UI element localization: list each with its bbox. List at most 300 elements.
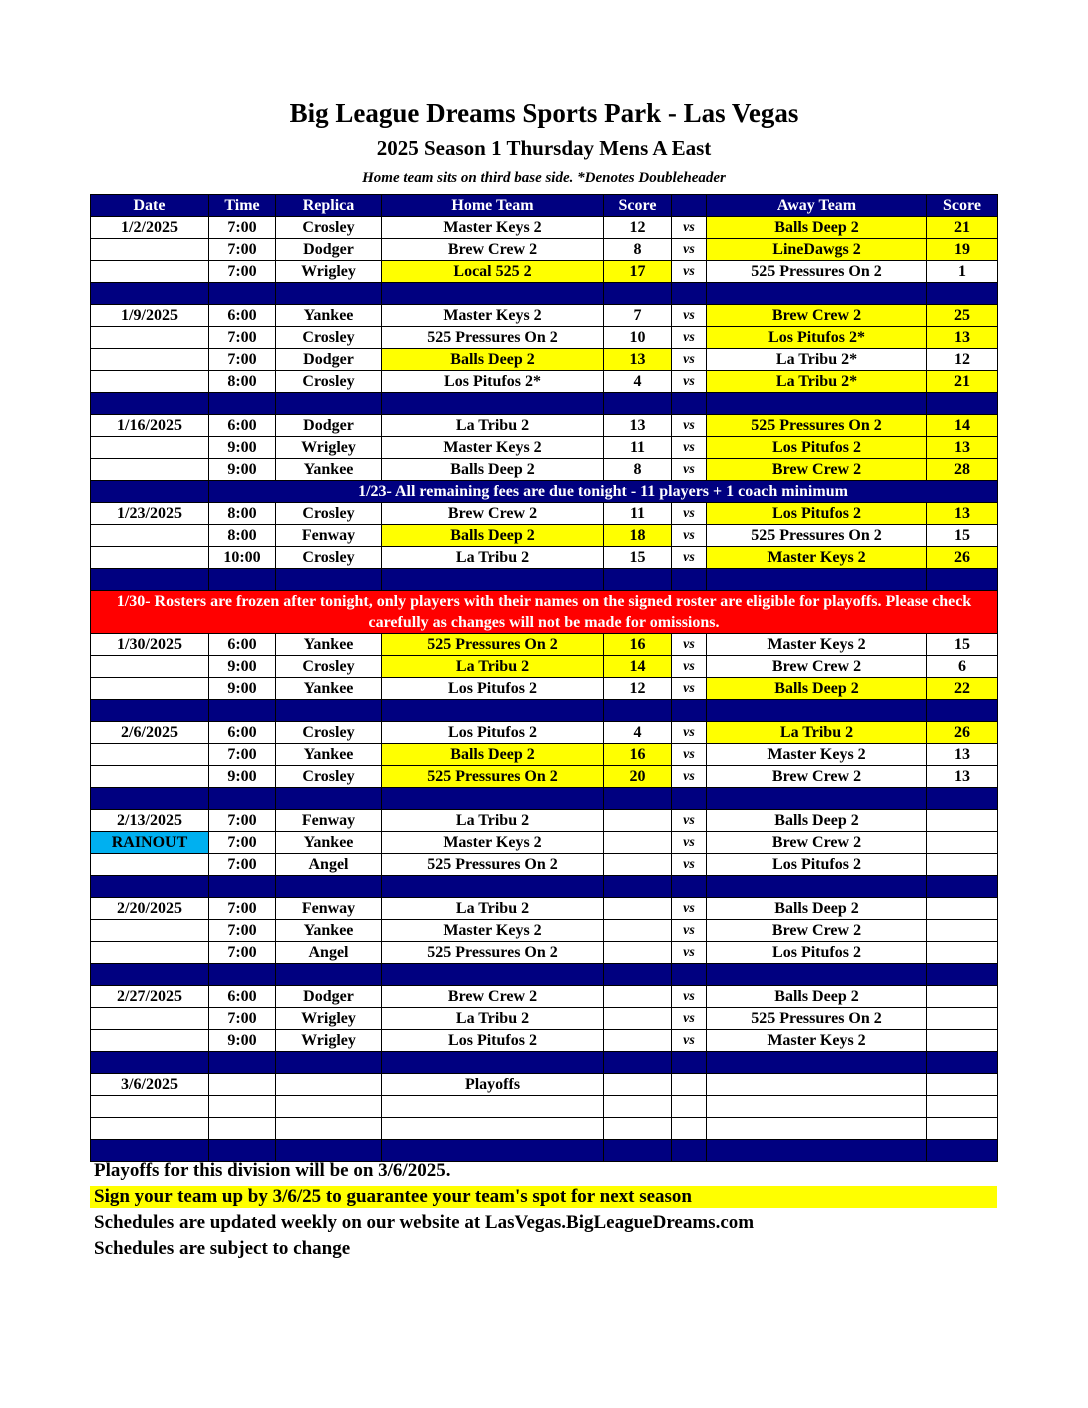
vs-cell: vs <box>672 349 707 371</box>
col-header-replica: Replica <box>276 195 382 217</box>
separator-cell <box>927 393 998 415</box>
time-cell: 9:00 <box>209 678 276 700</box>
date-cell <box>91 327 209 349</box>
game-row <box>91 656 998 678</box>
date-cell <box>91 854 209 876</box>
vs-cell: vs <box>672 1008 707 1030</box>
announcement-text: 1/23- All remaining fees are due tonight - 11 players + 1 coach minimum <box>209 481 998 503</box>
home-score-cell <box>604 898 672 920</box>
date-cell: 1/9/2025 <box>91 305 209 327</box>
away-team-cell: Brew Crew 2 <box>707 656 927 678</box>
separator-cell <box>707 700 927 722</box>
separator-cell <box>604 1052 672 1074</box>
home-team-cell: 525 Pressures On 2 <box>382 766 604 788</box>
away-team-cell: Los Pitufos 2* <box>707 327 927 349</box>
field-cell: Dodger <box>276 986 382 1008</box>
separator-cell <box>927 788 998 810</box>
home-team-cell <box>382 1118 604 1140</box>
game-row <box>91 305 998 327</box>
game-row <box>91 1074 998 1096</box>
time-cell: 9:00 <box>209 437 276 459</box>
separator-cell <box>382 1052 604 1074</box>
separator-cell <box>91 1052 209 1074</box>
away-score-cell: 21 <box>927 217 998 239</box>
separator-cell <box>707 393 927 415</box>
schedule-table <box>90 194 998 1162</box>
field-cell: Wrigley <box>276 437 382 459</box>
home-team-cell: Master Keys 2 <box>382 217 604 239</box>
vs-cell: vs <box>672 503 707 525</box>
vs-cell <box>672 1074 707 1096</box>
separator-cell <box>276 700 382 722</box>
separator-cell <box>209 876 276 898</box>
vs-cell: vs <box>672 327 707 349</box>
time-cell <box>209 1074 276 1096</box>
home-score-cell <box>604 1118 672 1140</box>
separator-cell <box>604 700 672 722</box>
game-row <box>91 942 998 964</box>
time-cell: 6:00 <box>209 415 276 437</box>
time-cell <box>209 1096 276 1118</box>
away-team-cell: Brew Crew 2 <box>707 920 927 942</box>
away-score-cell: 26 <box>927 722 998 744</box>
home-team-cell: 525 Pressures On 2 <box>382 634 604 656</box>
date-cell <box>91 678 209 700</box>
home-team-cell: La Tribu 2 <box>382 415 604 437</box>
vs-cell: vs <box>672 832 707 854</box>
away-score-cell: 21 <box>927 371 998 393</box>
separator-cell <box>672 569 707 591</box>
date-cell <box>91 1008 209 1030</box>
col-header-vs <box>672 195 707 217</box>
field-cell: Yankee <box>276 634 382 656</box>
separator-cell <box>276 788 382 810</box>
game-row <box>91 986 998 1008</box>
vs-cell: vs <box>672 898 707 920</box>
separator-cell <box>927 283 998 305</box>
date-cell <box>91 942 209 964</box>
away-score-cell: 26 <box>927 547 998 569</box>
date-cell <box>91 525 209 547</box>
separator-cell <box>91 569 209 591</box>
game-row <box>91 261 998 283</box>
away-team-cell: 525 Pressures On 2 <box>707 1008 927 1030</box>
date-cell <box>91 437 209 459</box>
home-team-cell: Brew Crew 2 <box>382 239 604 261</box>
time-cell: 6:00 <box>209 634 276 656</box>
game-row <box>91 1118 998 1140</box>
away-score-cell <box>927 898 998 920</box>
col-header-home-score: Score <box>604 195 672 217</box>
time-cell: 9:00 <box>209 656 276 678</box>
time-cell: 7:00 <box>209 1008 276 1030</box>
away-score-cell <box>927 810 998 832</box>
game-row <box>91 832 998 854</box>
field-cell <box>276 1074 382 1096</box>
separator-cell <box>672 393 707 415</box>
vs-cell: vs <box>672 854 707 876</box>
field-cell: Dodger <box>276 239 382 261</box>
away-team-cell: Los Pitufos 2 <box>707 854 927 876</box>
time-cell: 8:00 <box>209 525 276 547</box>
home-team-cell: Brew Crew 2 <box>382 986 604 1008</box>
time-cell: 7:00 <box>209 349 276 371</box>
home-score-cell: 13 <box>604 349 672 371</box>
separator-cell <box>604 569 672 591</box>
away-score-cell <box>927 1030 998 1052</box>
field-cell: Crosley <box>276 722 382 744</box>
separator-cell <box>927 700 998 722</box>
home-team-cell: Brew Crew 2 <box>382 503 604 525</box>
time-cell: 7:00 <box>209 744 276 766</box>
separator-cell <box>91 1140 209 1162</box>
separator-row <box>91 283 998 305</box>
game-row <box>91 898 998 920</box>
field-cell: Fenway <box>276 810 382 832</box>
game-row <box>91 1008 998 1030</box>
separator-cell <box>604 283 672 305</box>
date-cell: 1/2/2025 <box>91 217 209 239</box>
separator-cell <box>209 569 276 591</box>
vs-cell <box>672 1096 707 1118</box>
separator-row <box>91 393 998 415</box>
separator-row <box>91 788 998 810</box>
col-header-time: Time <box>209 195 276 217</box>
home-score-cell: 14 <box>604 656 672 678</box>
game-row <box>91 547 998 569</box>
game-row <box>91 1030 998 1052</box>
game-row <box>91 766 998 788</box>
vs-cell <box>672 1118 707 1140</box>
separator-cell <box>604 1140 672 1162</box>
separator-cell <box>672 1052 707 1074</box>
time-cell: 6:00 <box>209 305 276 327</box>
separator-cell <box>209 788 276 810</box>
time-cell: 8:00 <box>209 371 276 393</box>
separator-cell <box>927 1140 998 1162</box>
separator-cell <box>209 283 276 305</box>
field-cell: Dodger <box>276 415 382 437</box>
away-score-cell <box>927 920 998 942</box>
separator-cell <box>209 964 276 986</box>
separator-cell <box>276 876 382 898</box>
vs-cell: vs <box>672 217 707 239</box>
vs-cell: vs <box>672 744 707 766</box>
date-cell: 1/16/2025 <box>91 415 209 437</box>
home-team-cell: La Tribu 2 <box>382 810 604 832</box>
separator-cell <box>604 788 672 810</box>
separator-cell <box>707 964 927 986</box>
away-team-cell <box>707 1074 927 1096</box>
date-cell <box>91 744 209 766</box>
home-score-cell: 4 <box>604 722 672 744</box>
field-cell: Yankee <box>276 305 382 327</box>
home-score-cell <box>604 1008 672 1030</box>
date-cell <box>91 261 209 283</box>
home-score-cell <box>604 920 672 942</box>
field-cell: Fenway <box>276 898 382 920</box>
home-score-cell <box>604 1030 672 1052</box>
game-row <box>91 349 998 371</box>
separator-cell <box>707 1140 927 1162</box>
home-team-cell: Master Keys 2 <box>382 920 604 942</box>
separator-cell <box>209 1140 276 1162</box>
game-row <box>91 239 998 261</box>
home-team-cell: Los Pitufos 2 <box>382 678 604 700</box>
home-score-cell <box>604 942 672 964</box>
vs-cell: vs <box>672 942 707 964</box>
announcement-text: 1/30- Rosters are frozen after tonight, only players with their names on the signed roster are eligible for playoffs. Please check carefully as changes will not be made for omissions. <box>91 591 998 634</box>
game-row <box>91 854 998 876</box>
away-team-cell: Master Keys 2 <box>707 744 927 766</box>
game-row <box>91 415 998 437</box>
page-title: Big League Dreams Sports Park - Las Vegas <box>289 98 799 128</box>
away-score-cell <box>927 986 998 1008</box>
away-team-cell: La Tribu 2* <box>707 371 927 393</box>
separator-cell <box>672 283 707 305</box>
home-score-cell: 18 <box>604 525 672 547</box>
date-cell <box>91 371 209 393</box>
game-row <box>91 327 998 349</box>
home-team-cell: La Tribu 2 <box>382 1008 604 1030</box>
separator-cell <box>927 876 998 898</box>
home-score-cell <box>604 854 672 876</box>
date-cell <box>91 239 209 261</box>
time-cell: 7:00 <box>209 217 276 239</box>
separator-cell <box>382 788 604 810</box>
announcement-spacer <box>91 481 209 503</box>
separator-cell <box>382 876 604 898</box>
field-cell: Yankee <box>276 678 382 700</box>
vs-cell: vs <box>672 678 707 700</box>
away-team-cell: Los Pitufos 2 <box>707 942 927 964</box>
col-header-away-score: Score <box>927 195 998 217</box>
away-team-cell: Brew Crew 2 <box>707 459 927 481</box>
home-score-cell <box>604 986 672 1008</box>
field-cell: Wrigley <box>276 261 382 283</box>
home-score-cell: 15 <box>604 547 672 569</box>
away-score-cell: 15 <box>927 525 998 547</box>
home-team-cell: 525 Pressures On 2 <box>382 854 604 876</box>
home-score-cell: 11 <box>604 503 672 525</box>
vs-cell: vs <box>672 459 707 481</box>
game-row <box>91 525 998 547</box>
separator-cell <box>91 283 209 305</box>
schedule-note: Home team sits on third base side. *Denotes Doubleheader <box>362 170 726 186</box>
home-score-cell: 16 <box>604 634 672 656</box>
col-header-away-team: Away Team <box>707 195 927 217</box>
home-team-cell: Los Pitufos 2* <box>382 371 604 393</box>
separator-cell <box>209 1052 276 1074</box>
home-score-cell <box>604 1096 672 1118</box>
vs-cell: vs <box>672 810 707 832</box>
date-cell: 2/6/2025 <box>91 722 209 744</box>
home-team-cell: Balls Deep 2 <box>382 744 604 766</box>
away-team-cell: La Tribu 2 <box>707 722 927 744</box>
separator-cell <box>382 283 604 305</box>
date-cell <box>91 547 209 569</box>
away-team-cell: 525 Pressures On 2 <box>707 261 927 283</box>
separator-cell <box>672 964 707 986</box>
time-cell: 10:00 <box>209 547 276 569</box>
away-team-cell: 525 Pressures On 2 <box>707 525 927 547</box>
separator-cell <box>927 1052 998 1074</box>
home-score-cell: 12 <box>604 217 672 239</box>
date-cell: 2/27/2025 <box>91 986 209 1008</box>
away-score-cell: 13 <box>927 503 998 525</box>
separator-cell <box>672 700 707 722</box>
separator-row <box>91 876 998 898</box>
separator-cell <box>707 1052 927 1074</box>
time-cell: 7:00 <box>209 898 276 920</box>
time-cell: 7:00 <box>209 854 276 876</box>
field-cell: Crosley <box>276 371 382 393</box>
time-cell: 7:00 <box>209 920 276 942</box>
separator-cell <box>672 788 707 810</box>
away-score-cell: 13 <box>927 744 998 766</box>
date-cell <box>91 656 209 678</box>
separator-cell <box>91 876 209 898</box>
away-score-cell: 13 <box>927 437 998 459</box>
away-score-cell <box>927 854 998 876</box>
vs-cell: vs <box>672 305 707 327</box>
field-cell: Angel <box>276 854 382 876</box>
field-cell: Wrigley <box>276 1030 382 1052</box>
home-team-cell: Balls Deep 2 <box>382 349 604 371</box>
separator-cell <box>604 876 672 898</box>
away-team-cell: La Tribu 2* <box>707 349 927 371</box>
footer-website-note: Schedules are updated weekly on our website at LasVegas.BigLeagueDreams.com <box>94 1212 755 1233</box>
date-cell <box>91 1030 209 1052</box>
game-row <box>91 920 998 942</box>
footer-playoffs-note: Playoffs for this division will be on 3/6/2025. <box>94 1160 451 1181</box>
separator-cell <box>927 964 998 986</box>
separator-cell <box>91 964 209 986</box>
home-score-cell: 13 <box>604 415 672 437</box>
away-team-cell: Brew Crew 2 <box>707 305 927 327</box>
game-row <box>91 1096 998 1118</box>
separator-row <box>91 1052 998 1074</box>
announcement-row <box>91 481 998 503</box>
separator-cell <box>209 700 276 722</box>
announcement-row <box>91 591 998 634</box>
field-cell: Yankee <box>276 459 382 481</box>
vs-cell: vs <box>672 920 707 942</box>
separator-cell <box>276 393 382 415</box>
vs-cell: vs <box>672 722 707 744</box>
field-cell: Fenway <box>276 525 382 547</box>
home-team-cell: Playoffs <box>382 1074 604 1096</box>
home-team-cell: Master Keys 2 <box>382 305 604 327</box>
away-team-cell: Los Pitufos 2 <box>707 437 927 459</box>
date-cell: 2/20/2025 <box>91 898 209 920</box>
home-score-cell: 12 <box>604 678 672 700</box>
field-cell: Crosley <box>276 656 382 678</box>
away-score-cell <box>927 1118 998 1140</box>
separator-cell <box>604 964 672 986</box>
separator-cell <box>927 569 998 591</box>
vs-cell: vs <box>672 437 707 459</box>
vs-cell: vs <box>672 371 707 393</box>
schedule-body <box>91 217 998 1162</box>
separator-row <box>91 964 998 986</box>
game-row <box>91 810 998 832</box>
away-team-cell: Master Keys 2 <box>707 547 927 569</box>
vs-cell: vs <box>672 1030 707 1052</box>
date-cell <box>91 349 209 371</box>
away-score-cell: 22 <box>927 678 998 700</box>
separator-cell <box>209 393 276 415</box>
home-team-cell: La Tribu 2 <box>382 547 604 569</box>
vs-cell: vs <box>672 415 707 437</box>
away-team-cell: Balls Deep 2 <box>707 986 927 1008</box>
time-cell: 8:00 <box>209 503 276 525</box>
table-header-row <box>91 195 998 217</box>
home-score-cell: 17 <box>604 261 672 283</box>
away-team-cell: Balls Deep 2 <box>707 898 927 920</box>
field-cell: Yankee <box>276 920 382 942</box>
home-team-cell: La Tribu 2 <box>382 656 604 678</box>
vs-cell: vs <box>672 766 707 788</box>
away-team-cell: Balls Deep 2 <box>707 217 927 239</box>
home-score-cell: 8 <box>604 459 672 481</box>
time-cell: 9:00 <box>209 459 276 481</box>
separator-cell <box>382 1140 604 1162</box>
away-score-cell: 12 <box>927 349 998 371</box>
away-team-cell: LineDawgs 2 <box>707 239 927 261</box>
away-score-cell: 28 <box>927 459 998 481</box>
time-cell: 7:00 <box>209 327 276 349</box>
separator-cell <box>707 569 927 591</box>
away-score-cell: 13 <box>927 766 998 788</box>
vs-cell: vs <box>672 986 707 1008</box>
vs-cell: vs <box>672 261 707 283</box>
field-cell: Crosley <box>276 766 382 788</box>
separator-cell <box>276 1052 382 1074</box>
game-row <box>91 744 998 766</box>
separator-cell <box>672 876 707 898</box>
vs-cell: vs <box>672 656 707 678</box>
separator-cell <box>382 700 604 722</box>
game-row <box>91 437 998 459</box>
away-score-cell: 13 <box>927 327 998 349</box>
home-team-cell <box>382 1096 604 1118</box>
separator-cell <box>91 788 209 810</box>
time-cell: 6:00 <box>209 722 276 744</box>
time-cell <box>209 1118 276 1140</box>
away-score-cell <box>927 832 998 854</box>
field-cell <box>276 1118 382 1140</box>
field-cell: Crosley <box>276 503 382 525</box>
away-score-cell: 19 <box>927 239 998 261</box>
home-score-cell: 8 <box>604 239 672 261</box>
home-score-cell <box>604 810 672 832</box>
away-score-cell: 14 <box>927 415 998 437</box>
date-cell: 1/30/2025 <box>91 634 209 656</box>
field-cell: Angel <box>276 942 382 964</box>
home-team-cell: La Tribu 2 <box>382 898 604 920</box>
away-score-cell: 15 <box>927 634 998 656</box>
home-team-cell: Master Keys 2 <box>382 832 604 854</box>
separator-cell <box>91 700 209 722</box>
separator-cell <box>707 876 927 898</box>
separator-row <box>91 700 998 722</box>
home-team-cell: Balls Deep 2 <box>382 525 604 547</box>
game-row <box>91 217 998 239</box>
game-row <box>91 371 998 393</box>
time-cell: 7:00 <box>209 239 276 261</box>
home-team-cell: Local 525 2 <box>382 261 604 283</box>
